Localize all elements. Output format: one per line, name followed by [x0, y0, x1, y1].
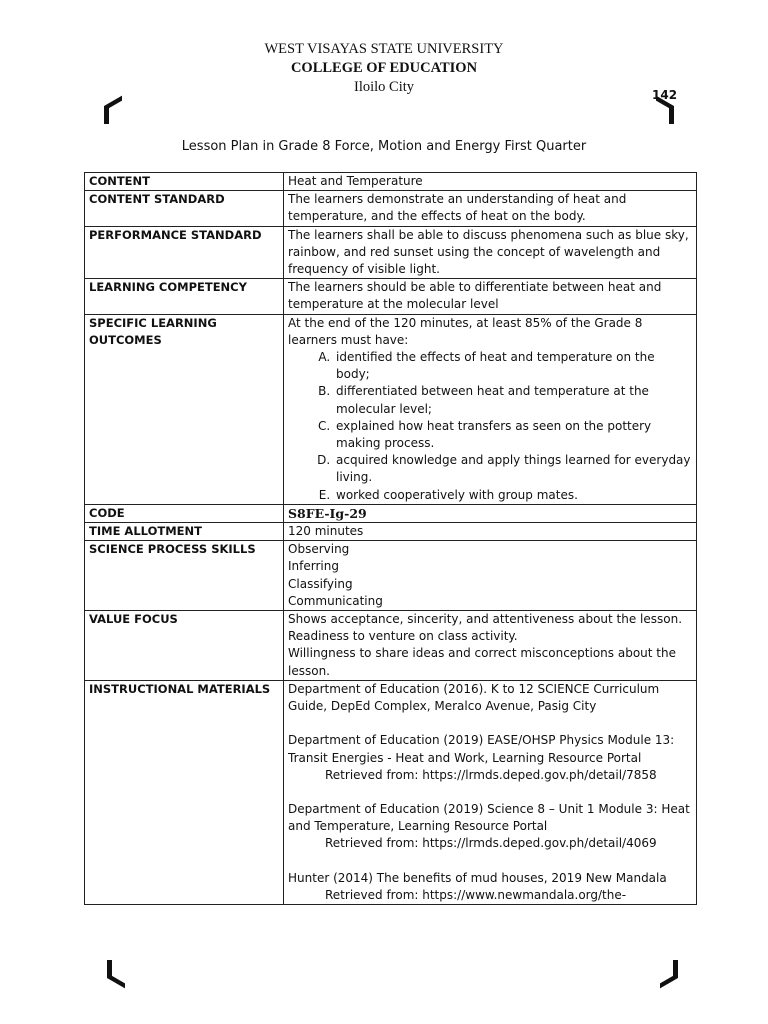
- row-label-performance-standard: PERFORMANCE STANDARD: [85, 226, 284, 279]
- list-item: Observing: [288, 542, 350, 557]
- reference-entry: [288, 801, 692, 853]
- table-row: [85, 279, 697, 314]
- row-value-materials: [284, 680, 697, 904]
- corner-mark-bottom-right-icon: [660, 960, 678, 978]
- reference-text: Department of Education (2016). K to 12 SCIENCE Curriculum Guide, DepEd Complex, Meralco Avenue, Pasig City: [288, 681, 660, 714]
- reference-entry: [288, 732, 692, 784]
- corner-mark-bottom-left-icon: [107, 960, 125, 978]
- reference-text: Department of Education (2019) EASE/OHSP Physics Module 13: Transit Energies - Heat and Work, Learning Resource Portal: [288, 733, 675, 765]
- row-value-performance-standard: The learners shall be able to discuss phenomena such as blue sky, rainbow, and red sunset using the concept of wavelength and frequency of visible light.: [284, 226, 697, 279]
- row-value-value-focus: [284, 611, 697, 681]
- list-item: A. identified the effects of heat and temperature on the body;: [334, 349, 692, 383]
- reference-entry: [288, 681, 692, 715]
- row-label-time-allotment: TIME ALLOTMENT: [85, 523, 284, 541]
- row-label-materials: INSTRUCTIONAL MATERIALS: [85, 680, 284, 904]
- corner-mark-top-right-icon: [656, 106, 674, 124]
- row-label-value-focus: VALUE FOCUS: [85, 611, 284, 681]
- university-name: WEST VISAYAS STATE UNIVERSITY: [264, 41, 504, 57]
- row-value-content: Heat and Temperature: [284, 173, 697, 191]
- table-row: [85, 680, 697, 904]
- row-label-content: CONTENT: [85, 173, 284, 191]
- corner-mark-top-left-icon: [104, 106, 122, 124]
- list-item: Willingness to share ideas and correct misconceptions about the lesson.: [288, 646, 676, 678]
- document-title: Lesson Plan in Grade 8 Force, Motion and Energy First Quarter: [181, 139, 587, 154]
- list-item: Readiness to venture on class activity.: [288, 629, 518, 644]
- list-item: Communicating: [288, 593, 383, 608]
- list-item: Inferring: [288, 559, 339, 574]
- list-item: E. worked cooperatively with group mates.: [334, 487, 692, 504]
- college-name: COLLEGE OF EDUCATION: [290, 60, 478, 76]
- reference-retrieved: Retrieved from: https://lrmds.deped.gov.ph/detail/4069: [325, 836, 657, 851]
- list-item: C. explained how heat transfers as seen on the pottery making process.: [334, 418, 692, 452]
- list-item: Classifying: [288, 576, 353, 591]
- reference-retrieved: Retrieved from: https://lrmds.deped.gov.ph/detail/7858: [325, 767, 657, 782]
- table-row: [85, 541, 697, 611]
- row-value-process-skills: [284, 541, 697, 611]
- row-value-outcomes: [284, 314, 697, 504]
- row-label-code: CODE: [85, 504, 284, 522]
- reference-text: Hunter (2014) The benefits of mud houses, 2019 New Mandala: [288, 870, 667, 885]
- row-label-learning-competency: LEARNING COMPETENCY: [85, 279, 284, 314]
- list-item: Shows acceptance, sincerity, and attentiveness about the lesson.: [288, 612, 683, 627]
- row-value-time-allotment: 120 minutes: [284, 523, 697, 541]
- row-value-content-standard: The learners demonstrate an understanding of heat and temperature, and the effects of heat on the body.: [284, 191, 697, 226]
- row-label-content-standard: CONTENT STANDARD: [85, 191, 284, 226]
- reference-retrieved: Retrieved from: https://www.newmandala.org/the-: [325, 887, 627, 902]
- table-row: [85, 611, 697, 681]
- outcomes-list: [288, 349, 692, 504]
- row-value-learning-competency: The learners should be able to differentiate between heat and temperature at the molecular level: [284, 279, 697, 314]
- outcomes-intro: At the end of the 120 minutes, at least 85% of the Grade 8 learners must have:: [288, 315, 643, 347]
- table-row: [85, 523, 697, 541]
- table-row: [85, 191, 697, 226]
- table-row: [85, 314, 697, 504]
- list-item: D. acquired knowledge and apply things learned for everyday living.: [334, 452, 692, 486]
- row-label-process-skills: SCIENCE PROCESS SKILLS: [85, 541, 284, 611]
- city-name: Iloilo City: [353, 79, 415, 95]
- list-item: B. differentiated between heat and temperature at the molecular level;: [334, 383, 692, 417]
- reference-entry: [288, 870, 692, 904]
- table-row: [85, 504, 697, 522]
- row-value-code: S8FE-Ig-29: [284, 504, 697, 522]
- page-number: 142: [652, 88, 678, 102]
- table-row: [85, 226, 697, 279]
- reference-text: Department of Education (2019) Science 8 – Unit 1 Module 3: Heat and Temperature, Learning Resource Portal: [288, 801, 690, 834]
- row-label-outcomes: SPECIFIC LEARNING OUTCOMES: [85, 314, 284, 504]
- lesson-plan-table: [84, 172, 697, 905]
- table-row: [85, 173, 697, 191]
